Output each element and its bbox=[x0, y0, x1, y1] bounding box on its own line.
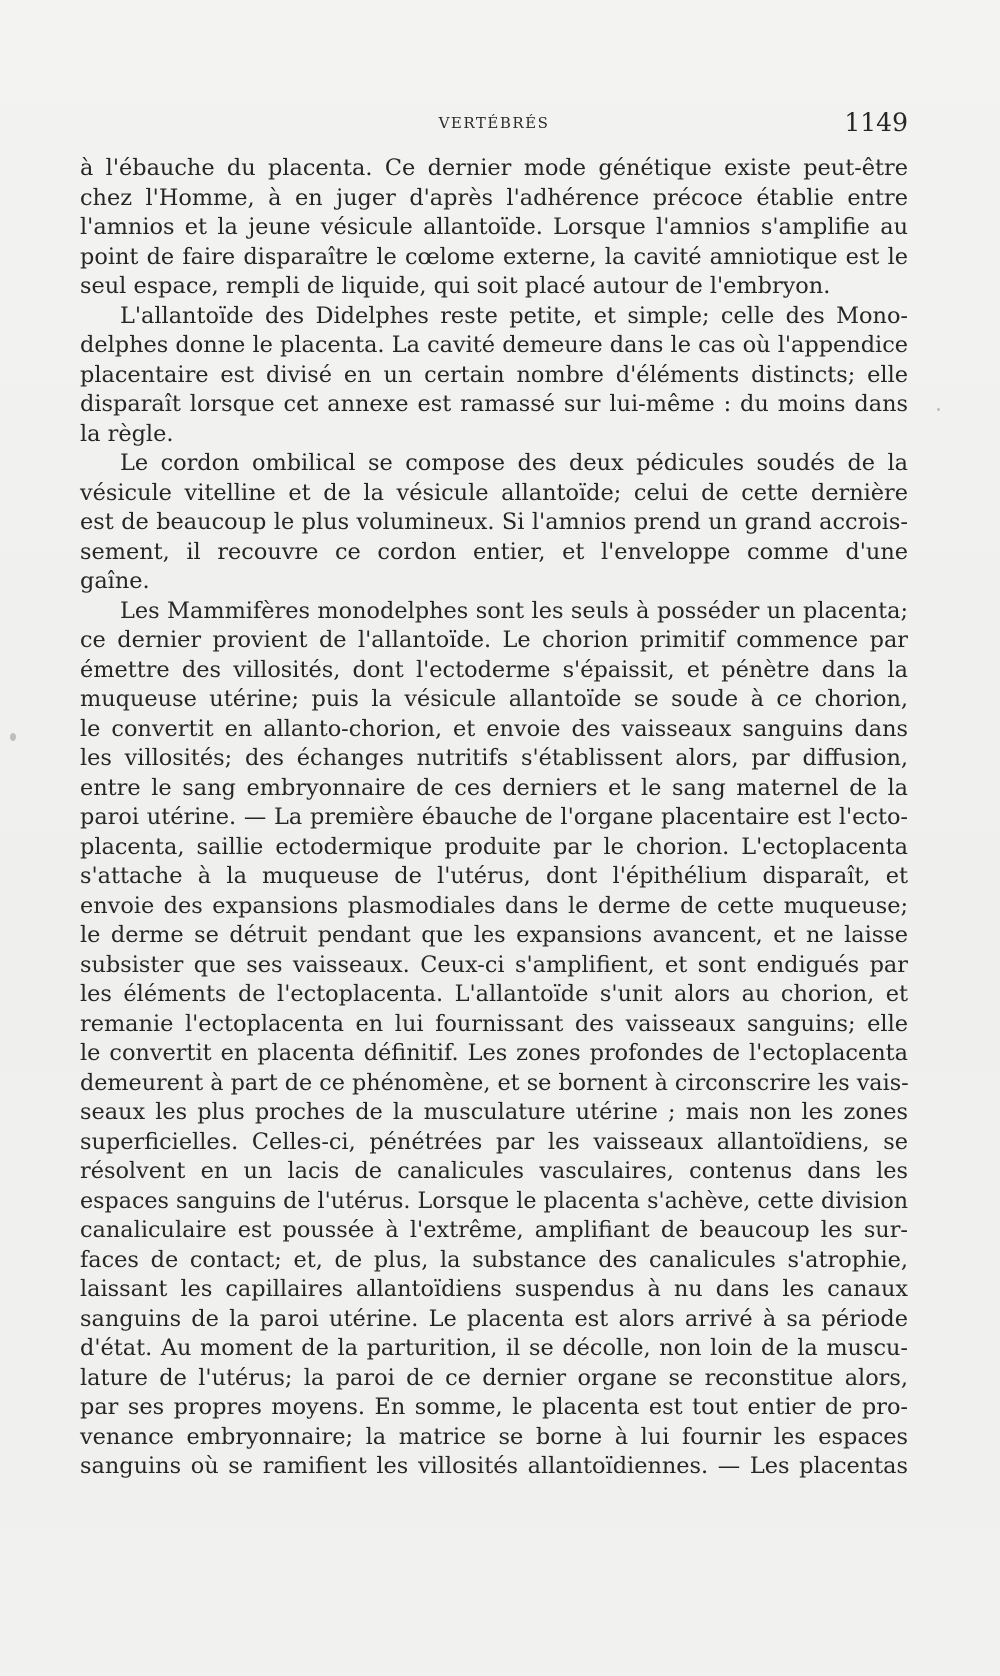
text-line: le convertit en placenta définitif. Les zones profondes de l'ectoplacenta bbox=[80, 1040, 908, 1066]
text-line: paroi utérine. — La première ébauche de l'organe placentaire est l'ecto- bbox=[80, 804, 908, 830]
text-line: Les Mammifères monodelphes sont les seuls à posséder un placenta; bbox=[120, 597, 908, 624]
text-line: résolvent en un lacis de canalicules vasculaires, contenus dans les bbox=[80, 1158, 908, 1184]
paper-speck bbox=[10, 733, 16, 741]
text-line: le convertit en allanto-chorion, et envoie des vaisseaux sanguins dans bbox=[80, 715, 908, 742]
page-header bbox=[80, 106, 908, 142]
text-line: lature de l'utérus; la paroi de ce dernier organe se reconstitue alors, bbox=[80, 1364, 908, 1391]
text-line: venance embryonnaire; la matrice se borne à lui fournir les espaces bbox=[80, 1423, 908, 1450]
text-line: sanguins où se ramifient les villosités allantoïdiennes. — Les placentas bbox=[80, 1453, 908, 1479]
text-line: disparaît lorsque cet annexe est ramassé sur lui-même : du moins dans bbox=[80, 391, 908, 417]
text-line: placentaire est divisé en un certain nombre d'éléments distincts; elle bbox=[80, 361, 908, 388]
text-line: à l'ébauche du placenta. Ce dernier mode génétique existe peut-être bbox=[80, 155, 908, 181]
text-line: les villosités; des échanges nutritifs s'établissent alors, par diffusion, bbox=[80, 745, 908, 771]
text-line: espaces sanguins de l'utérus. Lorsque le placenta s'achève, cette division bbox=[80, 1187, 909, 1214]
text-line: vésicule vitelline et de la vésicule allantoïde; celui de cette dernière bbox=[80, 479, 908, 506]
text-line: d'état. Au moment de la parturition, il se décolle, non loin de la muscu- bbox=[80, 1335, 908, 1361]
text-line: entre le sang embryonnaire de ces derniers et le sang maternel de la bbox=[80, 774, 908, 801]
paper-speck bbox=[937, 408, 940, 411]
running-head: VERTÉBRÉS bbox=[438, 114, 550, 132]
text-line: le derme se détruit pendant que les expansions avancent, et ne laisse bbox=[80, 922, 908, 948]
body-text bbox=[80, 154, 908, 1482]
text-line: sanguins de la paroi utérine. Le placenta est alors arrivé à sa période bbox=[80, 1305, 908, 1332]
text-line: demeurent à part de ce phénomène, et se bornent à circonscrire les vais- bbox=[80, 1069, 909, 1096]
text-line: ce dernier provient de l'allantoïde. Le chorion primitif commence par bbox=[80, 627, 908, 653]
text-line: seaux les plus proches de la musculature utérine ; mais non les zones bbox=[80, 1099, 908, 1125]
text-line: faces de contact; et, de plus, la substance des canalicules s'atrophie, bbox=[80, 1246, 908, 1273]
text-line: envoie des expansions plasmodiales dans le derme de cette muqueuse; bbox=[80, 892, 908, 919]
text-line: la règle. bbox=[80, 420, 174, 447]
text-line: point de faire disparaître le cœlome externe, la cavité amniotique est le bbox=[80, 243, 908, 270]
text-line: sement, il recouvre ce cordon entier, et l'enveloppe comme d'une bbox=[80, 538, 908, 565]
text-line: canaliculaire est poussée à l'extrême, amplifiant de beaucoup les sur- bbox=[80, 1217, 908, 1243]
text-line: Le cordon ombilical se compose des deux pédicules soudés de la bbox=[120, 450, 908, 476]
text-line: l'amnios et la jeune vésicule allantoïde. Lorsque l'amnios s'amplifie au bbox=[80, 214, 908, 240]
text-line: gaîne. bbox=[80, 568, 150, 594]
text-line: s'attache à la muqueuse de l'utérus, dont l'épithélium disparaît, et bbox=[80, 863, 908, 889]
text-line: est de beaucoup le plus volumineux. Si l'amnios prend un grand accrois- bbox=[80, 509, 908, 535]
text-line: seul espace, rempli de liquide, qui soit placé autour de l'embryon. bbox=[80, 273, 831, 299]
text-line: L'allantoïde des Didelphes reste petite, et simple; celle des Mono- bbox=[120, 302, 908, 329]
text-line: muqueuse utérine; puis la vésicule allantoïde se soude à ce chorion, bbox=[80, 686, 908, 712]
text-line: subsister que ses vaisseaux. Ceux-ci s'amplifient, et sont endigués par bbox=[80, 951, 908, 978]
text-line: placenta, saillie ectodermique produite par le chorion. L'ectoplacenta bbox=[80, 833, 908, 860]
text-line: superficielles. Celles-ci, pénétrées par les vaisseaux allantoïdiens, se bbox=[80, 1128, 908, 1155]
text-line: par ses propres moyens. En somme, le placenta est tout entier de pro- bbox=[80, 1394, 908, 1420]
text-line: les éléments de l'ectoplacenta. L'allantoïde s'unit alors au chorion, et bbox=[80, 981, 908, 1007]
text-line: émettre des villosités, dont l'ectoderme s'épaissit, et pénètre dans la bbox=[80, 656, 908, 683]
text-line: chez l'Homme, à en juger d'après l'adhérence précoce établie entre bbox=[80, 184, 908, 211]
text-line: laissant les capillaires allantoïdiens suspendus à nu dans les canaux bbox=[80, 1276, 908, 1302]
text-line: delphes donne le placenta. La cavité demeure dans le cas où l'appendice bbox=[80, 332, 908, 358]
page-number: 1149 bbox=[844, 108, 908, 137]
text-line: remanie l'ectoplacenta en lui fournissant des vaisseaux sanguins; elle bbox=[80, 1010, 908, 1037]
